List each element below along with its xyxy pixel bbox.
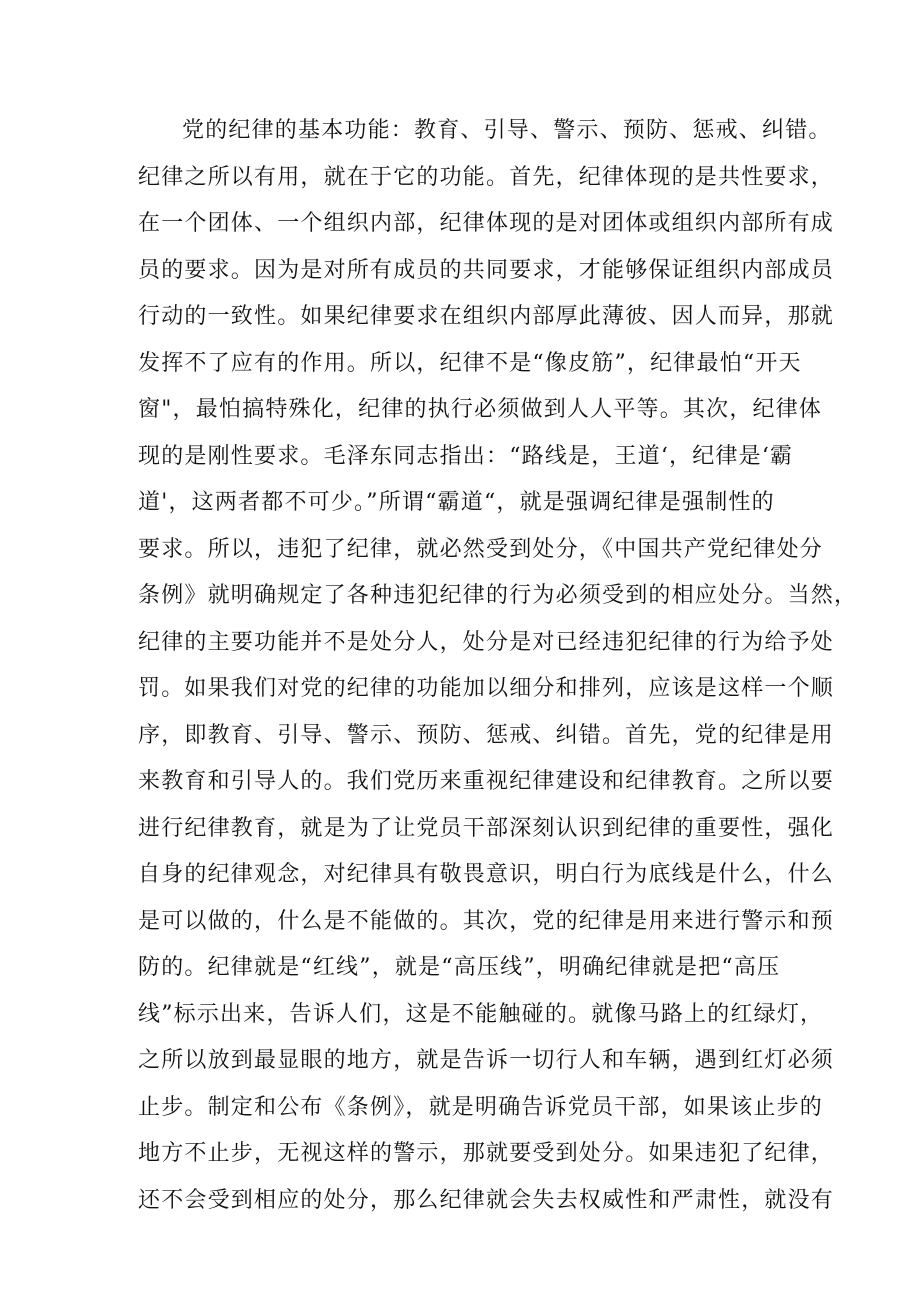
text-line: 现的是刚性要求。毛泽东同志指出：“路线是，王道‘，纪律是‘霸 [138, 443, 794, 469]
text-line: 自身的纪律观念，对纪律具有敬畏意识，明白行为底线是什么，什么 [138, 862, 835, 887]
text-line: 窗"，最怕搞特殊化，纪律的执行必须做到人人平等。其次，纪律体 [138, 397, 823, 422]
text-line: 条例》就明确规定了各种违犯纪律的行为必须受到的相应处分。当然， [138, 583, 858, 608]
text-line: 还不会受到相应的处分，那么纪律就会失去权威性和严肃性，就没有 [138, 1187, 835, 1213]
text-line: 党的纪律的基本功能：教育、引导、警示、预防、惩戒、纠错。 [182, 118, 832, 143]
text-line: 进行纪律教育，就是为了让党员干部深刻认识到纪律的重要性，强化 [138, 815, 835, 841]
text-line: 在一个团体、一个组织内部，纪律体现的是对团体或组织内部所有成 [138, 211, 835, 236]
text-line: 发挥不了应有的作用。所以，纪律不是“像皮筋”，纪律最怕“开天 [138, 350, 802, 376]
text-line: 纪律之所以有用，就在于它的功能。首先，纪律体现的是共性要求， [138, 164, 835, 190]
text-line: 行动的一致性。如果纪律要求在组织内部厚此薄彼、因人而异，那就 [138, 304, 835, 329]
text-line: 是可以做的，什么是不能做的。其次，党的纪律是用来进行警示和预 [138, 908, 835, 934]
text-line: 之所以放到最显眼的地方，就是告诉一切行人和车辆，遇到红灯必须 [138, 1048, 835, 1073]
text-line: 止步。制定和公布《条例》，就是明确告诉党员干部，如果该止步的 [138, 1094, 824, 1120]
text-line: 地方不止步，无视这样的警示，那就要受到处分。如果违犯了纪律， [138, 1141, 835, 1166]
text-line: 线”标示出来，告诉人们，这是不能触碰的。就像马路上的红绿灯， [138, 1001, 824, 1027]
text-line: 员的要求。因为是对所有成员的共同要求，才能够保证组织内部成员 [138, 257, 835, 283]
text-line: 要求。所以，违犯了纪律，就必然受到处分，《中国共产党纪律处分 [138, 536, 824, 562]
text-line: 罚。如果我们对党的纪律的功能加以细分和排列，应该是这样一个顺 [138, 676, 835, 701]
text-line: 防的。纪律就是“红线”，就是“高压线”，明确纪律就是把“高压 [138, 955, 781, 980]
body-paragraph [138, 108, 858, 1224]
text-line: 来教育和引导人的。我们党历来重视纪律建设和纪律教育。之所以要 [138, 769, 835, 794]
text-line: 序，即教育、引导、警示、预防、惩戒、纠错。首先，党的纪律是用 [138, 722, 835, 748]
text-line: 纪律的主要功能并不是处分人，处分是对已经违犯纪律的行为给予处 [138, 629, 835, 655]
text-line: 道'，这两者都不可少。”所谓“霸道“，就是强调纪律是强制性的 [138, 490, 775, 515]
